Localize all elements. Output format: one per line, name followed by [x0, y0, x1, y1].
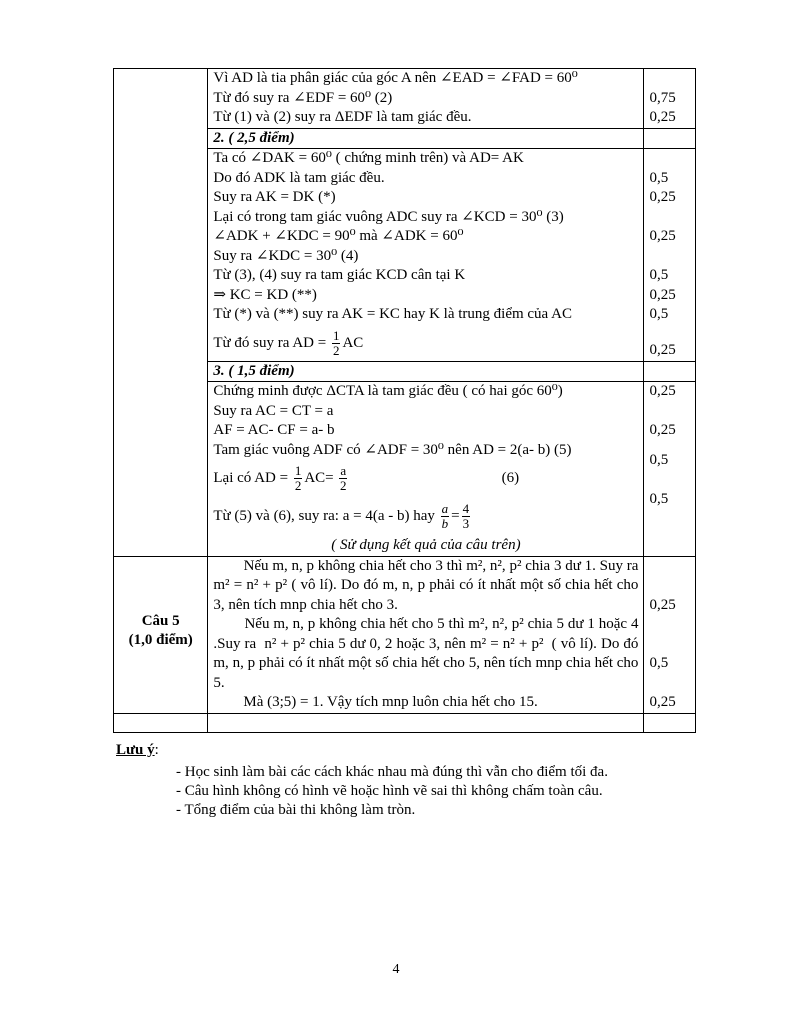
- score: 0,25: [649, 422, 676, 438]
- paragraph: Nếu m, n, p không chia hết cho 3 thì m², n², p² chia 3 dư 1. Suy ra m² = n² + p² ( vô lí). Do đó m, n, p phải có ít nhất một số chia hết cho 3, nên tích mnp chia hết cho 3.: [213, 557, 646, 613]
- text-line: Từ (3), (4) suy ra tam giác KCD cân tại K: [213, 267, 466, 283]
- part2-heading: 2. ( 2,5 điểm): [208, 128, 644, 149]
- fraction: $\frac{1}{2}$: [332, 327, 340, 358]
- text-line: Suy ra ∠KDC = 30⁰ (4): [213, 247, 359, 264]
- notes-title: Lưu ý: [116, 742, 155, 758]
- paragraph: Nếu m, n, p không chia hết cho 5 thì m², n², p² chia 5 dư 1 hoặc 4 .Suy ra n² + p² chia 5 dư 0, 2 hoặc 3, nên m² = n² + p² ( vô lí). Do đó m, n, p phải có ít nhất một số chia hết cho 5, nên tích mnp chia hết cho 5.: [213, 616, 643, 691]
- score: 0,5: [649, 169, 669, 186]
- notes-list: [176, 763, 608, 820]
- list-item: - Học sinh làm bài các cách khác nhau mà đúng thì vẫn cho điểm tối đa.: [176, 763, 608, 782]
- part3-content: [208, 382, 644, 557]
- text-line: Từ đó suy ra AD = $\frac{1}{2}$ AC: [213, 327, 364, 358]
- empty-row: [114, 713, 696, 732]
- text-line: Do đó ADK là tam giác đều.: [213, 169, 385, 186]
- fraction: $\frac{a}{2}$: [340, 463, 347, 494]
- page-number: 4: [392, 962, 400, 977]
- question-label: Câu 5 (1,0 điểm): [114, 556, 208, 713]
- notes-section: Lưu ý: - Học sinh làm bài các cách khác nhau mà đúng thì vẫn cho điểm tối đa. - Câu hình không có hình vẽ hoặc hình vẽ sai thì không chấm toàn câu. - Tổng điểm của bài thi không làm tròn.: [116, 742, 608, 820]
- score: 0,25: [649, 596, 676, 613]
- score: 0,25: [649, 694, 676, 710]
- text-line: AF = AC- CF = a- b: [213, 422, 335, 438]
- part2-scores: [644, 149, 696, 362]
- part3-heading: 3. ( 1,5 điểm): [208, 361, 644, 382]
- fraction: $\frac{1}{2}$: [294, 463, 302, 494]
- score: 0,25: [649, 383, 676, 399]
- text-line: Từ (*) và (**) suy ra AK = KC hay K là trung điểm của AC: [213, 306, 572, 322]
- empty-question-cell: [114, 69, 208, 557]
- score: 0,75: [649, 89, 676, 106]
- text-line: Từ (1) và (2) suy ra ΔEDF là tam giác đều.: [213, 109, 472, 125]
- score: 0,25: [649, 341, 676, 358]
- fraction: $\frac{4}{3}$: [462, 501, 470, 532]
- text-line: Ta có ∠DAK = 60⁰ ( chứng minh trên) và AD= AK: [213, 150, 524, 166]
- score: 0,5: [649, 267, 669, 283]
- score: 0,5: [649, 451, 669, 468]
- cau5-scores: [644, 556, 696, 713]
- part1-row: [114, 69, 696, 129]
- text-line: Từ đó suy ra ∠EDF = 60⁰ (2): [213, 89, 393, 106]
- score: 0,5: [649, 491, 669, 507]
- text-line: Suy ra AK = DK (*): [213, 189, 336, 205]
- part1-content: [208, 69, 644, 129]
- text-line: ∠ADK + ∠KDC = 90⁰ mà ∠ADK = 60⁰: [213, 228, 464, 244]
- text-line: ⇒ KC = KD (**): [213, 286, 317, 303]
- grading-table: [113, 68, 696, 733]
- score: 0,25: [649, 189, 676, 205]
- text-line: Lại có AD = $\frac{1}{2}$ AC= $\frac{a}{2}$ (6): [213, 463, 520, 494]
- fraction: $\frac{a}{b}$: [441, 501, 449, 532]
- paragraph: Mà (3;5) = 1. Vậy tích mnp luôn chia hết cho 15.: [213, 694, 538, 710]
- list-item: - Tổng điểm của bài thi không làm tròn.: [176, 801, 608, 820]
- part1-scores: [644, 69, 696, 129]
- score: 0,5: [649, 655, 669, 671]
- score: 0,5: [649, 306, 669, 322]
- score: 0,25: [649, 286, 676, 303]
- cau5-content: [208, 556, 644, 713]
- score: 0,25: [649, 228, 676, 244]
- text-line: Tam giác vuông ADF có ∠ADF = 30⁰ nên AD = 2(a- b) (5): [213, 441, 572, 458]
- text-line: Từ (5) và (6), suy ra: a = 4(a - b) hay $\frac{a}{b}$ = $\frac{4}{3}$: [213, 501, 470, 532]
- part3-scores: [644, 382, 696, 557]
- score: 0,25: [649, 109, 676, 125]
- text-line: Vì AD là tia phân giác của góc A nên ∠EAD = ∠FAD = 60⁰: [213, 70, 578, 86]
- note-line: ( Sử dụng kết quả của câu trên): [331, 537, 521, 553]
- list-item: - Câu hình không có hình vẽ hoặc hình vẽ sai thì không chấm toàn câu.: [176, 782, 608, 801]
- text-line: Lại có trong tam giác vuông ADC suy ra ∠KCD = 30⁰ (3): [213, 208, 564, 225]
- text-line: Chứng minh được ΔCTA là tam giác đều ( có hai góc 60⁰): [213, 383, 563, 399]
- cau5-row: [114, 556, 696, 713]
- part2-content: [208, 149, 644, 362]
- text-line: Suy ra AC = CT = a: [213, 402, 334, 419]
